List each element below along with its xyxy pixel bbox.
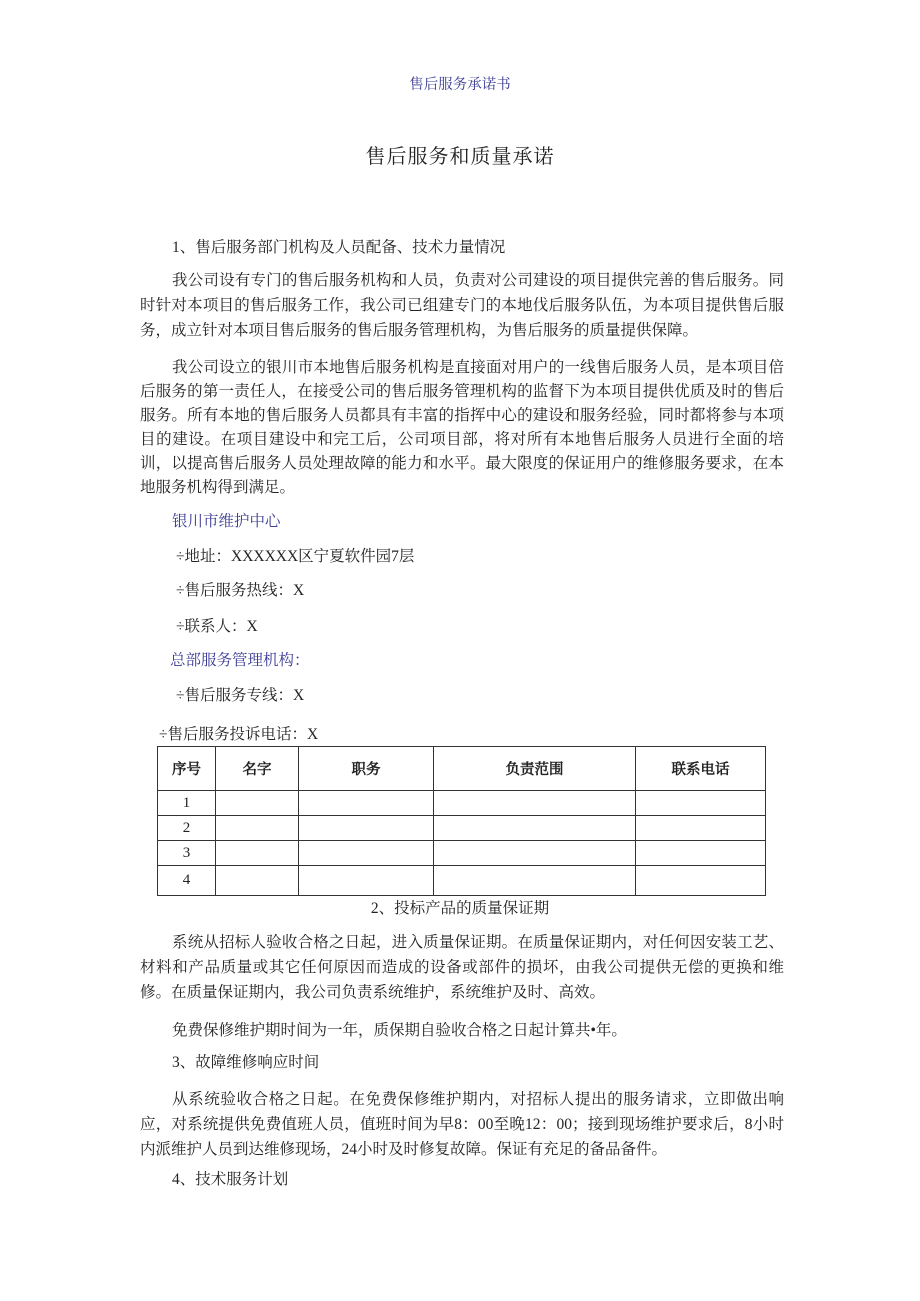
hq-label: 总部服务管理机构：	[170, 652, 310, 669]
table-row	[158, 791, 766, 816]
table-cell	[434, 866, 636, 896]
local-center-label: 银川市维护中心	[172, 513, 281, 530]
table-cell	[636, 841, 766, 866]
section4-heading: 4、技术服务计划	[172, 1171, 289, 1188]
table-cell: 4	[158, 866, 216, 896]
table-row	[158, 816, 766, 841]
page-header: 售后服务承诺书	[409, 77, 511, 93]
table-cell	[216, 866, 299, 896]
table-row	[158, 841, 766, 866]
section2-heading: 2、投标产品的质量保证期	[370, 900, 550, 917]
header-cell: 负责范围	[434, 747, 636, 791]
table-cell: 3	[158, 841, 216, 866]
table-cell	[434, 841, 636, 866]
section3-paragraph: 从系统验收合格之日起。在免费保修维护期内，对招标人提出的服务请求，立即做出响应，对系统提供免费值班人员，值班时间为早8：00至晚12：00；接到现场维护要求后，8小时内派维护人员到达维修现场，24小时及时修复故障。保证有充足的备品备件。	[140, 1091, 784, 1158]
table-cell	[299, 816, 434, 841]
table-cell	[434, 791, 636, 816]
section1-heading: 1、售后服务部门机构及人员配备、技术力量情况	[172, 239, 506, 256]
table-cell	[299, 791, 434, 816]
header-cell: 名字	[216, 747, 299, 791]
table-cell	[636, 816, 766, 841]
table-cell	[216, 816, 299, 841]
table-cell: 2	[158, 816, 216, 841]
address-item: ÷地址：XXXXXX区宁夏软件园7层	[176, 548, 415, 565]
table-cell	[299, 841, 434, 866]
table-cell	[216, 841, 299, 866]
header-cell: 序号	[158, 747, 216, 791]
section1-paragraph: 我公司设有专门的售后服务机构和人员，负责对公司建设的项目提供完善的售后服务。同时针对本项目的售后服务工作，我公司已组建专门的本地伐后服务队伍，为本项目提供售后服务，成立针对本项目售后服务的售后服务管理机构，为售后服务的质量提供保障。	[140, 272, 784, 339]
section2-paragraph: 免费保修维护期时间为一年，质保期自验收合格之日起计算共•年。	[172, 1022, 627, 1039]
contact-item: ÷联系人：X	[176, 618, 258, 635]
table-row	[158, 866, 766, 896]
table-cell	[299, 866, 434, 896]
document-title: 售后服务和质量承诺	[365, 146, 555, 168]
table-cell: 1	[158, 791, 216, 816]
section3-heading: 3、故障维修响应时间	[172, 1054, 320, 1071]
header-cell: 联系电话	[636, 747, 766, 791]
staff-table	[157, 746, 766, 896]
header-cell: 职务	[299, 747, 434, 791]
hotline-item: ÷售后服务热线：X	[176, 582, 305, 599]
service-line-item: ÷售后服务专线：X	[176, 687, 305, 704]
section2-paragraph: 系统从招标人验收合格之日起，进入质量保证期。在质量保证期内，对任何因安装工艺、材料和产品质量或其它任何原因而造成的设备或部件的损坏，由我公司提供无偿的更换和维修。在质量保证期内，我公司负责系统维护，系统维护及时、高效。	[140, 934, 784, 1001]
table-cell	[216, 791, 299, 816]
table-cell	[636, 866, 766, 896]
table-cell	[636, 791, 766, 816]
complaint-line-item: ÷售后服务投诉电话：X	[159, 726, 319, 743]
section1-paragraph: 我公司设立的银川市本地售后服务机构是直接面对用户的一线售后服务人员，是本项目倍后服务的第一责任人，在接受公司的售后服务管理机构的监督下为本项目提供优质及时的售后服务。所有本地的售后服务人员都具有丰富的指挥中心的建设和服务经验，同时都将参与本项目的建设。在项目建设中和完工后，公司项目部，将对所有本地售后服务人员进行全面的培训，以提高售后服务人员处理故障的能力和水平。最大限度的保证用户的维修服务要求，在本地服务机构得到满足。	[140, 359, 784, 496]
table-cell	[434, 816, 636, 841]
table-header-row	[158, 747, 766, 791]
